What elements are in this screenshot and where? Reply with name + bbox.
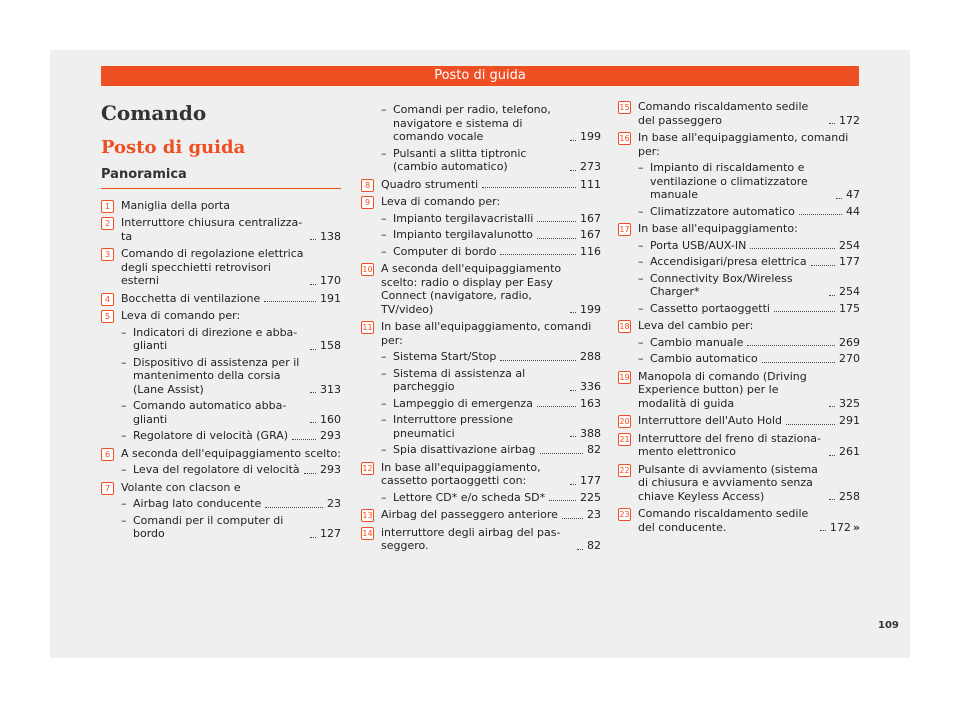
entry-text: In base all'equipaggiamento, comandi per: (638, 131, 849, 158)
dot-leader (829, 499, 835, 500)
sub-item-line (650, 239, 860, 253)
entry-text: Pulsante di avviamento (sistema di chiusura e avviamento senza chiave Keyless Access) (638, 462, 818, 503)
column-2 (361, 100, 601, 557)
dot-leader (482, 187, 576, 188)
entry-line (638, 319, 860, 333)
page-ref[interactable]: 172 (829, 520, 851, 534)
entry-text: – Comando automatico abbaglianti (133, 399, 287, 426)
entry-line (121, 292, 341, 306)
sub-item-line (393, 103, 601, 144)
sub-item-line (393, 147, 601, 174)
sub-item-line (393, 245, 601, 259)
dot-leader (811, 265, 835, 266)
sub-item (121, 326, 341, 353)
entry-text: Volante con clacson e (121, 480, 241, 494)
dot-leader (829, 406, 835, 407)
dot-leader (570, 140, 576, 141)
entry-line (121, 481, 341, 495)
dot-leader (762, 362, 835, 363)
page-ref[interactable]: 172 (839, 113, 860, 127)
page-ref[interactable]: 261 (839, 445, 860, 458)
entry-text: – Impianto di riscaldamento e ventilazione o climatizzatore manuale (650, 161, 808, 201)
page-ref[interactable]: 167 (580, 211, 601, 225)
dot-leader (264, 301, 316, 302)
dot-leader (265, 507, 323, 508)
entry-line (381, 508, 601, 522)
entry-text: Leva di comando per: (121, 309, 241, 322)
dot-leader (750, 248, 835, 249)
entry-text: A seconda dell'equipaggiamento scelto: (121, 446, 341, 460)
legend-entry-4 (101, 292, 341, 306)
entry-text: Interruttore dell'Auto Hold (638, 414, 782, 427)
number-badge: 6 (101, 448, 114, 461)
number-badge: 3 (101, 248, 114, 261)
sub-item (638, 161, 860, 202)
page-ref[interactable]: 288 (580, 350, 601, 363)
page-ref[interactable]: 254 (839, 238, 860, 252)
sub-item (381, 397, 601, 411)
sub-item (638, 239, 860, 253)
number-badge: 20 (619, 417, 630, 426)
entry-text: – Dispositivo di assistenza per il mantenimento della corsia (Lane Assist) (133, 355, 300, 396)
page-ref[interactable]: 191 (320, 291, 341, 305)
entry-text: – Interruttore pressione pneumatici (393, 413, 514, 440)
page-ref[interactable]: 177 (839, 255, 860, 268)
page-ref[interactable]: 313 (320, 382, 341, 396)
dot-leader (786, 424, 835, 425)
sub-item (381, 491, 601, 505)
page-ref[interactable]: 293 (320, 463, 341, 476)
entry-text: – Lettore CD* e/o scheda SD* (393, 490, 546, 504)
page-ref[interactable]: 23 (327, 497, 341, 510)
entry-line (121, 247, 341, 288)
sub-item-line (650, 161, 860, 202)
entry-text: Maniglia della porta (121, 198, 230, 212)
legend-entry-2 (101, 216, 341, 243)
sub-item-line (650, 352, 860, 366)
page-ref[interactable]: 254 (839, 285, 860, 298)
dot-leader (774, 311, 835, 312)
sub-item (381, 443, 601, 457)
dot-leader (537, 406, 576, 407)
entry-text: Comando di regolazione elettrica degli specchietti retrovisori esterni (121, 247, 304, 287)
entry-text: Leva del cambio per: (638, 319, 754, 332)
sub-item (381, 413, 601, 440)
legend-entry-17 (618, 222, 860, 315)
dot-leader (577, 549, 583, 550)
number-badge: 9 (361, 196, 374, 209)
sub-item-line (393, 350, 601, 364)
dot-leader (747, 345, 835, 346)
entry-text: – Indicatori di direzione e abbaglianti (133, 325, 298, 352)
dot-leader (310, 284, 316, 285)
entry-line (381, 178, 601, 192)
dot-leader (829, 123, 835, 124)
continue-arrow-icon: » (852, 520, 860, 534)
sub-item-line (133, 514, 341, 541)
legend-entry-7 (101, 481, 341, 541)
page-ref[interactable]: 325 (839, 396, 860, 410)
number-badge: 16 (619, 134, 630, 143)
number-badge: 4 (101, 293, 114, 306)
entry-line (381, 461, 601, 488)
dot-leader (570, 170, 576, 171)
page-ref[interactable]: 163 (580, 396, 601, 410)
dot-leader (292, 439, 316, 440)
entry-line (638, 131, 860, 158)
sub-item (121, 463, 341, 477)
dot-leader (570, 312, 576, 313)
entry-line (121, 447, 341, 461)
legend-entry-18 (618, 319, 860, 366)
entry-text: Manopola di comando (Driving Experience button) per le modalità di guida (638, 369, 807, 410)
page-ref[interactable]: 270 (839, 352, 860, 365)
entry-text: – Computer di bordo (393, 244, 497, 258)
legend-entry-22 (618, 463, 860, 504)
legend-entry-19 (618, 370, 860, 411)
legend-entry-16 (618, 131, 860, 218)
page-ref[interactable]: 160 (320, 412, 341, 426)
number-badge: 1 (101, 200, 114, 213)
sub-item (381, 212, 601, 226)
legend-entry-14 (361, 526, 601, 553)
dot-leader (310, 537, 316, 538)
page-ref[interactable]: 291 (839, 414, 860, 427)
page-ref[interactable]: 269 (839, 335, 860, 349)
entry-text: – Climatizzatore automatico (650, 204, 795, 218)
dot-leader (540, 453, 583, 454)
page-ref[interactable]: 116 (580, 244, 601, 258)
sub-item-line (650, 255, 860, 269)
legend-entry-20 (618, 414, 860, 428)
entry-line (121, 309, 341, 323)
sub-item-line (133, 356, 341, 397)
page-ref[interactable]: 199 (580, 130, 601, 143)
sub-item (638, 205, 860, 219)
dot-leader (500, 254, 576, 255)
entry-text: Comando riscaldamento sedile del passeggero (638, 100, 809, 127)
dot-leader (570, 484, 576, 485)
dot-leader (570, 390, 576, 391)
sub-item (381, 350, 601, 364)
entry-text: – Comandi per radio, telefono, navigatore e sistema di comando vocale (393, 103, 551, 143)
dot-leader (820, 530, 826, 531)
entry-text: – Cassetto portaoggetti (650, 301, 770, 315)
entry-text: – Cambio automatico (650, 352, 758, 365)
number-badge: 15 (619, 103, 630, 112)
column-3 (618, 100, 860, 538)
sub-item-line (650, 302, 860, 316)
page-ref[interactable]: 82 (587, 539, 601, 552)
entry-line (121, 199, 341, 213)
subsection-title: Panoramica (101, 168, 341, 189)
page-ref[interactable]: 336 (580, 380, 601, 393)
legend-entry-7-continued (361, 103, 601, 174)
entry-line (638, 414, 860, 428)
section-title: Posto di guida (101, 137, 246, 158)
sub-item-line (133, 326, 341, 353)
entry-text: – Accendisigari/presa elettrica (650, 255, 807, 268)
entry-text: – Sistema di assistenza al parcheggio (393, 366, 526, 393)
dot-leader (537, 221, 576, 222)
legend-entry-3 (101, 247, 341, 288)
sub-item (121, 497, 341, 511)
number-badge: 10 (362, 265, 373, 274)
legend-entry-15 (618, 100, 860, 127)
number-badge: 13 (362, 511, 373, 520)
number-badge: 21 (619, 434, 630, 444)
sub-item (121, 514, 341, 541)
legend-entry-1 (101, 199, 341, 213)
entry-line (638, 432, 860, 459)
dot-leader (562, 518, 583, 519)
entry-text: – Sistema Start/Stop (393, 350, 497, 363)
legend-entry-13 (361, 508, 601, 522)
number-badge: 14 (362, 528, 373, 538)
column-1 (101, 100, 341, 545)
sub-item-line (650, 205, 860, 219)
dot-leader (500, 360, 576, 361)
sub-item (638, 336, 860, 350)
page-number: 109 (878, 620, 899, 631)
page-ref[interactable]: 127 (320, 527, 341, 540)
entry-text: A seconda dell'equipaggiamento scelto: radio o display per Easy Connect (navigatore, radio, TV/video) (381, 262, 562, 316)
page-ref[interactable]: 170 (320, 274, 341, 287)
page-ref[interactable]: 82 (587, 443, 601, 456)
page-ref[interactable]: 258 (839, 489, 860, 503)
entry-line (381, 195, 601, 209)
dot-leader (310, 392, 316, 393)
page-ref[interactable]: 44 (846, 204, 860, 218)
number-badge: 8 (361, 179, 374, 192)
legend-entry-10 (361, 262, 601, 316)
sub-item (638, 352, 860, 366)
number-badge: 11 (362, 323, 373, 332)
chapter-title: Comando (101, 101, 207, 125)
sub-item (121, 356, 341, 397)
legend-entry-11 (361, 320, 601, 457)
page-ref[interactable]: 158 (320, 339, 341, 352)
legend-entry-21 (618, 432, 860, 459)
entry-line (381, 262, 601, 316)
page-ref[interactable]: 167 (580, 228, 601, 241)
number-badge: 7 (101, 482, 114, 495)
sub-item (381, 245, 601, 259)
entry-text: – Impianto tergilavalunotto (393, 228, 533, 241)
sub-item-line (133, 463, 341, 477)
sub-item-line (650, 336, 860, 350)
dot-leader (304, 473, 316, 474)
sub-item-line (393, 491, 601, 505)
sub-item (638, 272, 860, 299)
sub-item-line (133, 429, 341, 443)
dot-leader (829, 455, 835, 456)
section-header: Posto di guida (101, 66, 859, 86)
sub-item (381, 367, 601, 394)
dot-leader (570, 436, 576, 437)
sub-item (381, 228, 601, 242)
dot-leader (310, 239, 316, 240)
entry-text: Leva di comando per: (381, 195, 501, 208)
entry-line (638, 100, 860, 127)
entry-text: – Pulsanti a slitta tiptronic (cambio automatico) (393, 146, 527, 173)
legend-entry-12 (361, 461, 601, 505)
entry-text: Bocchetta di ventilazione (121, 291, 261, 305)
page-ref[interactable]: 293 (320, 429, 341, 442)
entry-line (381, 526, 601, 553)
entry-text: – Cambio manuale (650, 335, 744, 349)
page-ref[interactable]: 175 (839, 301, 860, 315)
entry-text: Interruttore del freno di stazionamento elettronico (638, 431, 822, 458)
sub-item-line (133, 497, 341, 511)
legend-entry-8 (361, 178, 601, 192)
page-ref[interactable]: 138 (320, 229, 341, 243)
dot-leader (829, 295, 835, 296)
number-badge: 5 (101, 310, 114, 323)
sub-item-line (393, 212, 601, 226)
entry-text: In base all'equipaggiamento, cassetto portaoggetti con: (381, 460, 541, 487)
sub-item-line (393, 397, 601, 411)
entry-text: – Airbag lato conducente (133, 497, 262, 510)
sub-item (381, 147, 601, 174)
page-ref[interactable]: 273 (580, 160, 601, 173)
entry-text: – Regolatore di velocità (GRA) (133, 429, 289, 442)
entry-text: – Lampeggio di emergenza (393, 396, 533, 410)
dot-leader (537, 238, 576, 239)
page-ref[interactable]: 225 (580, 490, 601, 504)
sub-item (121, 429, 341, 443)
sub-item-line (393, 443, 601, 457)
page-ref[interactable]: 177 (580, 474, 601, 487)
entry-text: – Porta USB/AUX-IN (650, 238, 747, 252)
sub-item-line (650, 272, 860, 299)
number-badge: 23 (619, 510, 630, 519)
sub-item-line (393, 367, 601, 394)
sub-item (381, 103, 601, 144)
number-badge: 19 (619, 372, 630, 382)
entry-text: Quadro strumenti (381, 177, 479, 191)
entry-text: – Impianto tergilavacristalli (393, 211, 534, 225)
entry-text: In base all'equipaggiamento: (638, 222, 798, 235)
entry-line (638, 463, 860, 504)
sub-item (121, 399, 341, 426)
sub-item-line (133, 399, 341, 426)
entry-line (638, 507, 860, 534)
legend-entry-5 (101, 309, 341, 443)
entry-line (638, 370, 860, 411)
number-badge: 22 (619, 465, 630, 475)
entry-text: – Comandi per il computer di bordo (133, 513, 284, 540)
entry-text: Comando riscaldamento sedile del conducente. (638, 507, 809, 534)
number-badge: 2 (101, 217, 114, 230)
entry-line (381, 320, 601, 347)
entry-text: – Leva del regolatore di velocità (133, 463, 300, 476)
page-ref[interactable]: 388 (580, 426, 601, 440)
entry-text: – Spia disattivazione airbag (393, 443, 536, 456)
dot-leader (310, 349, 316, 350)
number-badge: 17 (619, 225, 630, 234)
entry-text: – Connectivity Box/Wireless Charger* (650, 271, 793, 298)
legend-entry-9 (361, 195, 601, 258)
entry-line (638, 222, 860, 236)
dot-leader (799, 214, 842, 215)
page-ref[interactable]: 23 (587, 508, 601, 521)
sub-item (638, 302, 860, 316)
page-ref[interactable]: 199 (580, 302, 601, 316)
entry-text: Interruttore chiusura centralizzata (121, 216, 303, 243)
page-ref[interactable]: 47 (846, 188, 860, 201)
legend-entry-6 (101, 447, 341, 477)
number-badge: 18 (619, 322, 630, 331)
dot-leader (549, 500, 576, 501)
legend-entry-23 (618, 507, 860, 534)
entry-text: In base all'equipaggiamento, comandi per: (381, 320, 592, 347)
entry-text: Airbag del passeggero anteriore (381, 508, 558, 521)
entry-text: interruttore degli airbag del passeggero. (381, 525, 561, 552)
dot-leader (836, 198, 842, 199)
dot-leader (310, 422, 316, 423)
sub-item-line (393, 228, 601, 242)
page-ref[interactable]: 111 (580, 177, 601, 191)
number-badge: 12 (362, 463, 373, 473)
sub-item (638, 255, 860, 269)
sub-item-line (393, 413, 601, 440)
entry-line (121, 216, 341, 243)
